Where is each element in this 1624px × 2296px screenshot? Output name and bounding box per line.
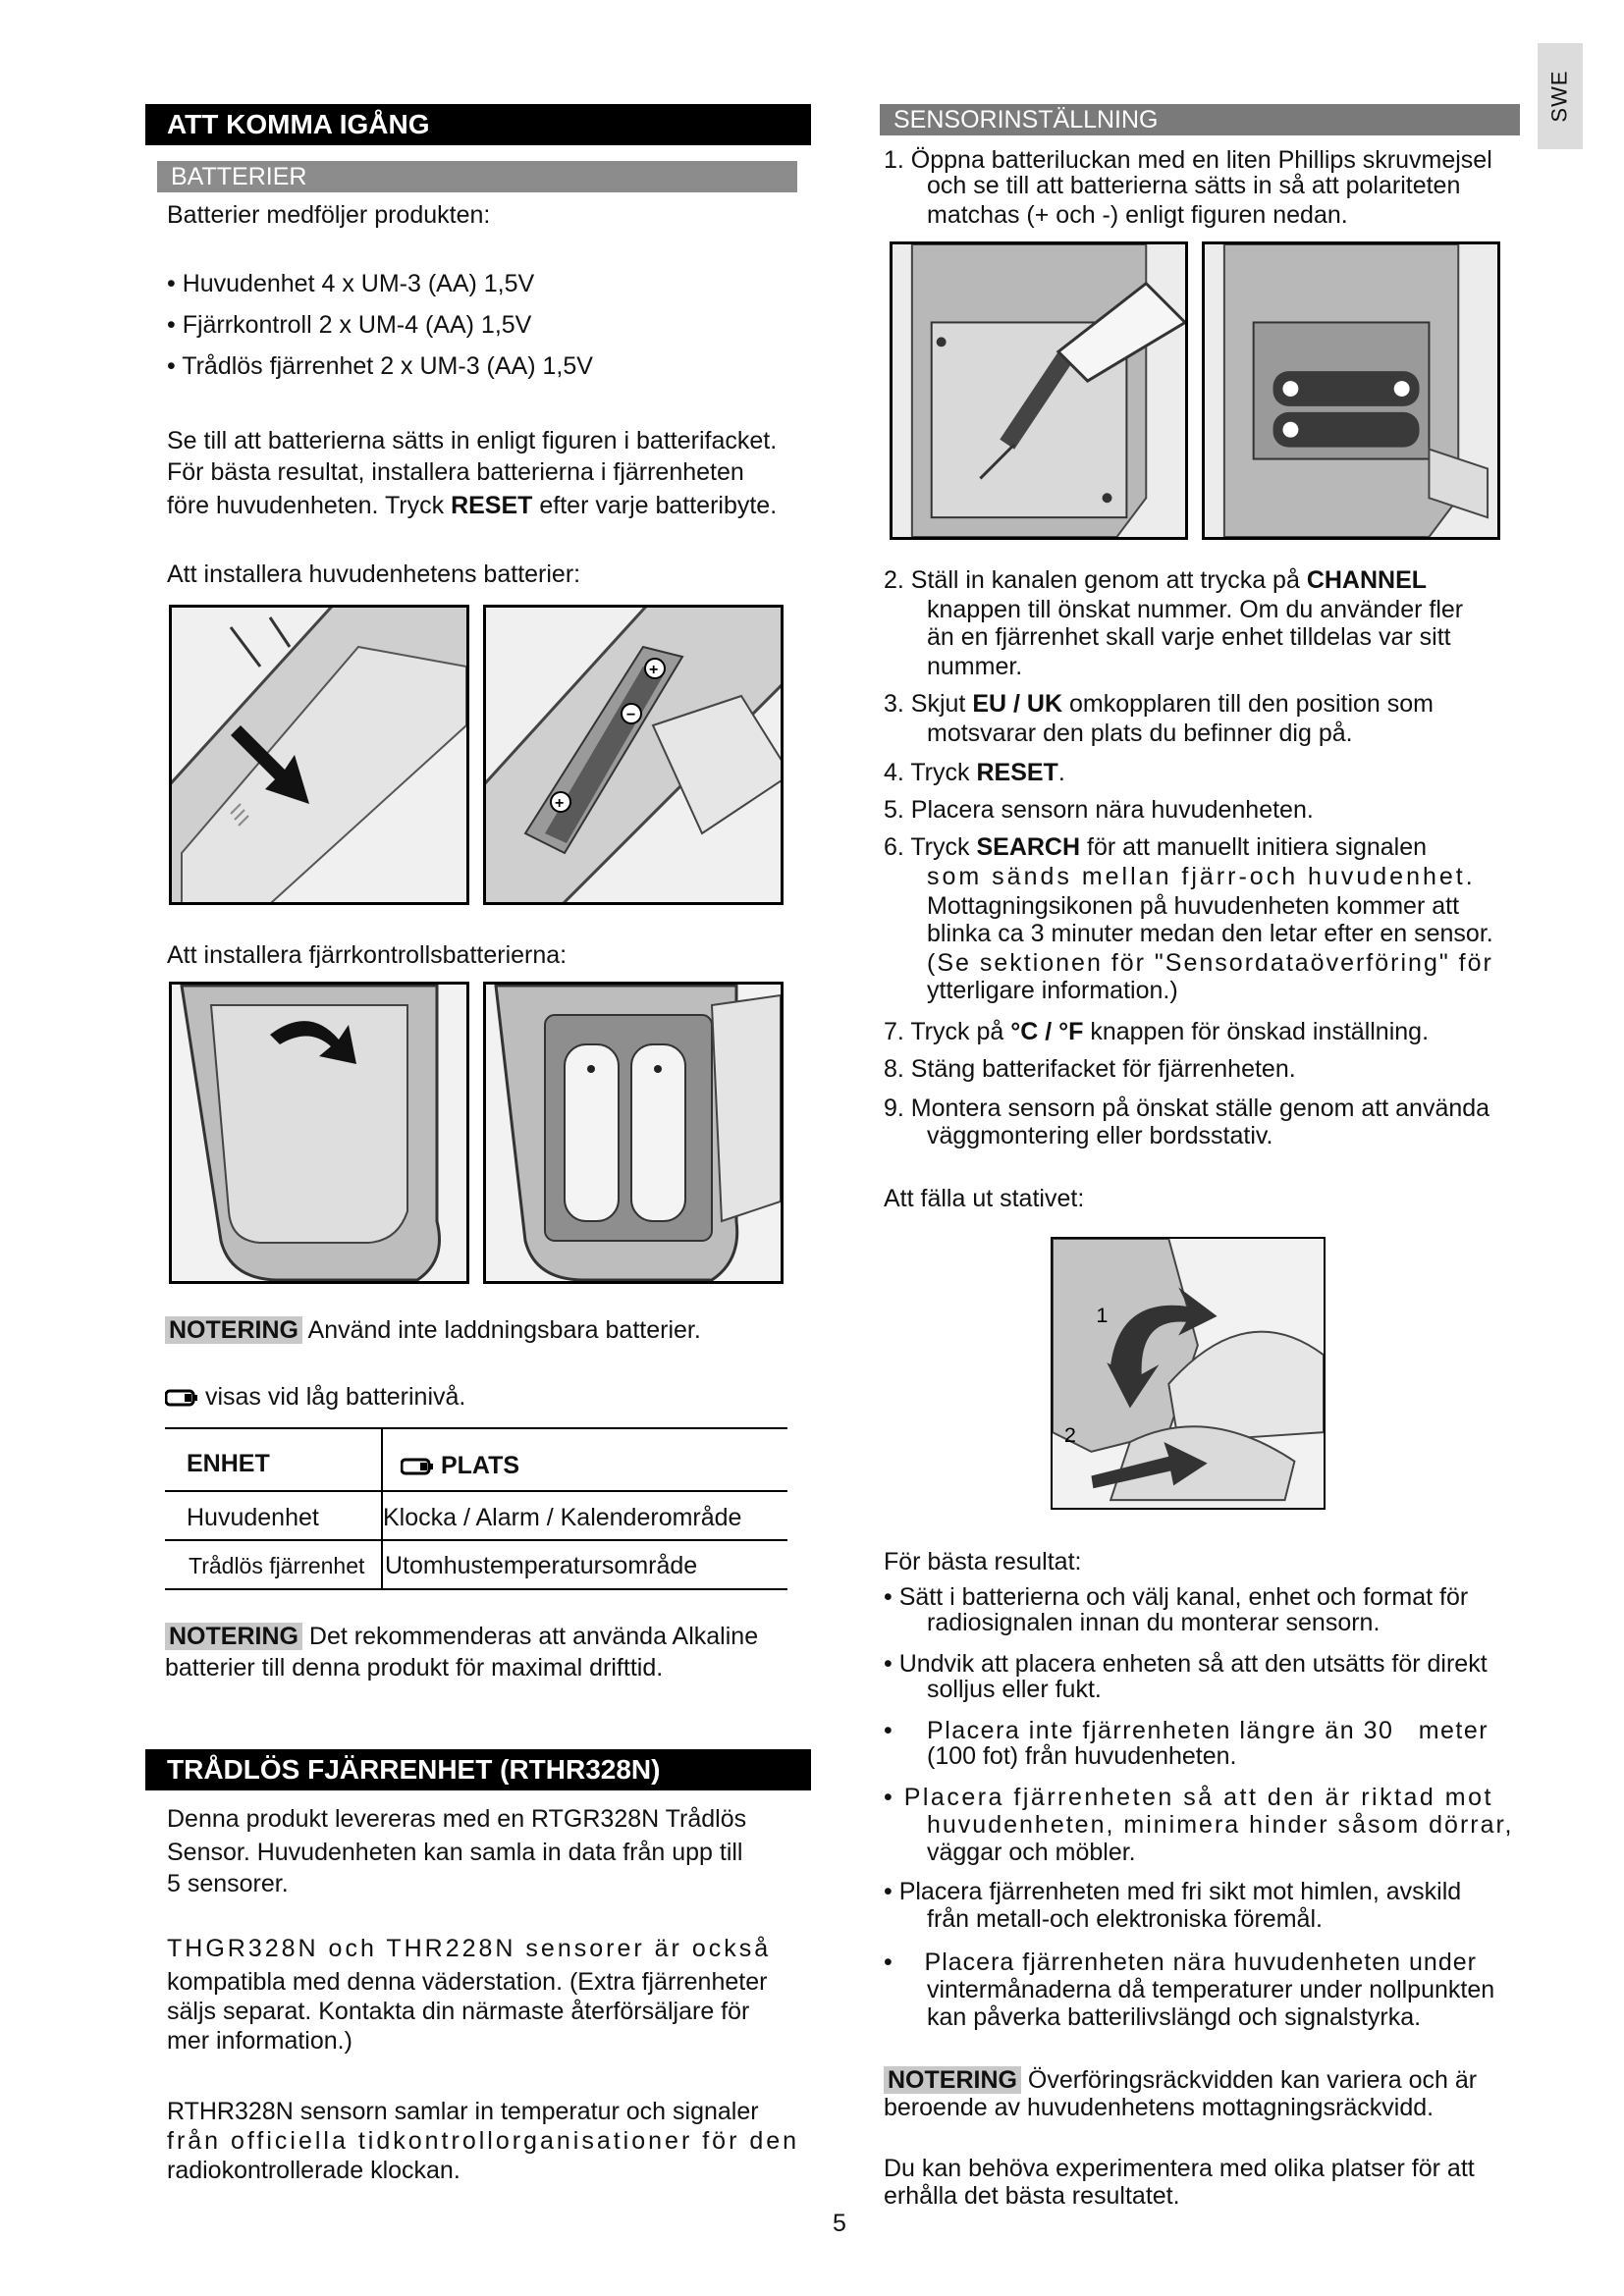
table-rule (165, 1539, 787, 1541)
tip-line: • Placera inte fjärrenheten längre än 30 meter (884, 1717, 1489, 1744)
tip-line: • Placera fjärrenheten med fri sikt mot himlen, avskild (884, 1878, 1462, 1905)
figure-remote-batteries (483, 982, 784, 1284)
battery-item: • Huvudenhet 4 x UM-3 (AA) 1,5V (167, 270, 535, 297)
note-rechargeable: NOTERING Använd inte laddningsbara batterier. (165, 1315, 701, 1346)
section-title-getting-started: ATT KOMMA IGÅNG (145, 104, 811, 145)
table-rule (165, 1427, 787, 1429)
language-tab: SWE (1538, 43, 1583, 149)
tip-line: • Placera fjärrenheten nära huvudenheten under (884, 1949, 1477, 1976)
final-paragraph-line: Du kan behöva experimentera med olika platser för att (884, 2155, 1475, 2182)
sensor-paragraph-line: Sensor. Huvudenheten kan samla in data från upp till (167, 1839, 743, 1866)
step-6-line: Mottagningsikonen på huvudenheten kommer att (927, 892, 1460, 920)
note-range-line2: beroende av huvudenhetens mottagningsräckvidd. (884, 2094, 1435, 2121)
battery-icon (401, 1458, 434, 1475)
main-battery-caption: Att installera huvudenhetens batterier: (167, 561, 581, 588)
figure-sensor-screwdriver (890, 241, 1188, 540)
svg-text:−: − (626, 707, 636, 723)
note-label: NOTERING (884, 2066, 1021, 2094)
table-rule (165, 1490, 787, 1492)
tip-line: vintermånaderna då temperaturer under nollpunkten (927, 1976, 1495, 2003)
section-title-wireless-sensor: TRÅDLÖS FJÄRRENHET (RTHR328N) (145, 1749, 811, 1790)
tip-line: (100 fot) från huvudenheten. (927, 1742, 1237, 1770)
sensor-paragraph-line: RTHR328N sensorn samlar in temperatur och signaler (167, 2098, 759, 2125)
note-label: NOTERING (165, 1316, 302, 1344)
step-1-line: matchas (+ och -) enligt figuren nedan. (927, 201, 1348, 229)
svg-text:+: + (555, 795, 565, 812)
note-range: NOTERING Överföringsräckvidden kan variera och är (884, 2065, 1477, 2096)
table-cell: Huvudenhet (187, 1504, 319, 1531)
stand-caption: Att fälla ut stativet: (884, 1185, 1085, 1212)
step-9-line: 9. Montera sensorn på önskat ställe genom att använda (884, 1095, 1490, 1122)
tip-line: solljus eller fukt. (927, 1676, 1102, 1703)
step-2-line: än en fjärrenhet skall varje enhet tilldelas var sitt (927, 623, 1451, 651)
step-9-line: väggmontering eller bordsstativ. (927, 1122, 1273, 1149)
battery-icon (165, 1389, 198, 1407)
table-rule (165, 1588, 787, 1590)
step-2-line: knappen till önskat nummer. Om du använder fler (927, 596, 1464, 623)
remote-battery-caption: Att installera fjärrkontrollsbatterierna: (167, 941, 568, 969)
table-header-unit: ENHET (187, 1450, 270, 1477)
battery-item: • Fjärrkontroll 2 x UM-4 (AA) 1,5V (167, 311, 532, 339)
stand-number-2: 2 (1063, 1421, 1076, 1447)
table-cell: Utomhustemperatursområde (385, 1552, 698, 1579)
figure-main-unit-batteries (483, 605, 784, 905)
low-battery-line: visas vid låg batterinivå. (165, 1382, 465, 1413)
figure-remote-cover (169, 982, 469, 1284)
sensor-screwdriver-illustration (893, 244, 1185, 537)
sensor-paragraph-line: mer information.) (167, 2027, 352, 2055)
section-title-sensor-setup: SENSORINSTÄLLNING (880, 104, 1520, 135)
subsection-title-batteries: BATTERIER (157, 161, 797, 192)
table-header-place: PLATS (401, 1451, 519, 1481)
step-6-line: 6. Tryck SEARCH för att manuellt initiera signalen (884, 833, 1428, 861)
sensor-paragraph-line: 5 sensorer. (167, 1870, 289, 1897)
step-1-line: och se till att batterierna sätts in så att polariteten (927, 172, 1461, 199)
note-alkaline-line2: batterier till denna produkt för maximal drifttid. (165, 1654, 664, 1682)
tip-line: från metall-och elektroniska föremål. (927, 1905, 1323, 1933)
tip-line: • Placera fjärrenheten så att den är riktad mot (884, 1784, 1493, 1811)
table-cell: Klocka / Alarm / Kalenderområde (383, 1504, 742, 1531)
remote-cover-illustration (172, 985, 466, 1281)
best-results-caption: För bästa resultat: (884, 1548, 1082, 1575)
step-3-line: motsvarar den plats du befinner dig på. (927, 720, 1353, 747)
step-3-line: 3. Skjut EU / UK omkopplaren till den position som (884, 690, 1434, 718)
note-alkaline: NOTERING Det rekommenderas att använda Alkaline (165, 1622, 758, 1652)
tip-line: • Undvik att placera enheten så att den utsätts för direkt (884, 1650, 1488, 1678)
page-number: 5 (833, 2210, 846, 2237)
step-8-line: 8. Stäng batterifacket för fjärrenheten. (884, 1055, 1296, 1083)
figure-main-unit-cover (169, 605, 469, 905)
tip-line: radiosignalen innan du monterar sensorn. (927, 1609, 1380, 1636)
tip-line: • Sätt i batterierna och välj kanal, enhet och format för (884, 1583, 1469, 1611)
stand-number-1: 1 (1096, 1302, 1109, 1327)
tip-line: kan påverka batterilivslängd och signalstyrka. (927, 2003, 1422, 2031)
note-label: NOTERING (165, 1623, 302, 1650)
step-2-line: nummer. (927, 653, 1023, 680)
svg-text:+: + (649, 662, 659, 678)
step-5-line: 5. Placera sensorn nära huvudenheten. (884, 796, 1314, 824)
main-unit-cover-illustration (172, 608, 466, 902)
sensor-paragraph-line: radiokontrollerade klockan. (167, 2157, 460, 2184)
remote-batteries-illustration (486, 985, 781, 1281)
tip-line: huvudenheten, minimera hinder såsom dörrar, (927, 1811, 1514, 1839)
stand-illustration (1053, 1239, 1324, 1508)
sensor-paragraph-line: säljs separat. Kontakta din närmaste återförsäljare för (167, 1998, 750, 2025)
step-4-line: 4. Tryck RESET. (884, 759, 1065, 786)
step-1-line: 1. Öppna batteriluckan med en liten Phillips skruvmejsel (884, 146, 1492, 174)
step-6-line: som sänds mellan fjärr-och huvudenhet. (927, 863, 1476, 890)
install-paragraph-line: före huvudenheten. Tryck RESET efter varje batteribyte. (167, 492, 778, 519)
sensor-paragraph-line: THGR328N och THR228N sensorer är också (167, 1935, 772, 1962)
step-6-line: ytterligare information.) (927, 977, 1178, 1004)
figure-stand (1051, 1237, 1326, 1510)
sensor-paragraph-line: från officiella tidkontrollorganisationer för den (167, 2127, 800, 2155)
step-7-line: 7. Tryck på °C / °F knappen för önskad inställning. (884, 1018, 1430, 1045)
figure-sensor-batteries (1202, 241, 1500, 540)
step-6-line: blinka ca 3 minuter medan den letar efter en sensor. (927, 920, 1493, 947)
batteries-intro: Batterier medföljer produkten: (167, 201, 491, 229)
final-paragraph-line: erhålla det bästa resultatet. (884, 2182, 1180, 2210)
step-6-line: (Se sektionen för "Sensordataöverföring" för (927, 949, 1493, 977)
sensor-batteries-illustration (1205, 244, 1497, 537)
table-cell: Trådlös fjärrenhet (189, 1553, 365, 1578)
install-paragraph-line: Se till att batterierna sätts in enligt figuren i batterifacket. (167, 427, 778, 454)
step-2-line: 2. Ställ in kanalen genom att trycka på CHANNEL (884, 566, 1428, 594)
tip-line: väggar och möbler. (927, 1839, 1136, 1866)
install-paragraph-line: För bästa resultat, installera batterierna i fjärrenheten (167, 458, 744, 486)
sensor-paragraph-line: kompatibla med denna väderstation. (Extra fjärrenheter (167, 1968, 768, 1996)
sensor-paragraph-line: Denna produkt levereras med en RTGR328N Trådlös (167, 1805, 747, 1833)
battery-item: • Trådlös fjärrenhet 2 x UM-3 (AA) 1,5V (167, 352, 593, 380)
main-unit-batteries-illustration (486, 608, 781, 902)
